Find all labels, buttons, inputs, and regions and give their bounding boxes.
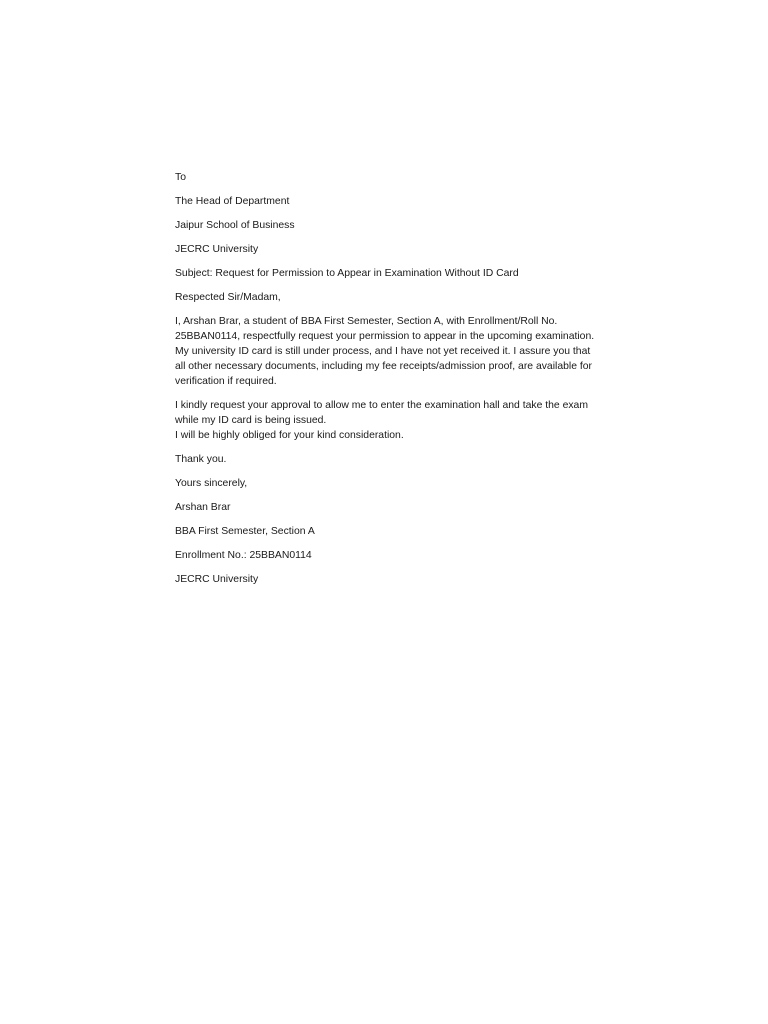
sender-university: JECRC University	[175, 574, 259, 585]
letter-salutation: Respected Sir/Madam,	[175, 292, 281, 303]
sender-program: BBA First Semester, Section A	[175, 526, 315, 537]
body-line: verification if required.	[175, 376, 277, 387]
recipient-title: The Head of Department	[175, 196, 290, 207]
sender-name: Arshan Brar	[175, 502, 231, 513]
sender-enrollment: Enrollment No.: 25BBAN0114	[175, 550, 312, 561]
body-line: all other necessary documents, including my fee receipts/admission proof, are available for	[175, 361, 592, 372]
body-line: 25BBAN0114, respectfully request your permission to appear in the upcoming examination.	[175, 331, 595, 342]
body-line: I, Arshan Brar, a student of BBA First Semester, Section A, with Enrollment/Roll No.	[175, 316, 558, 327]
letter-document	[175, 170, 615, 596]
recipient-school: Jaipur School of Business	[175, 220, 295, 231]
body-line: while my ID card is being issued.	[175, 415, 327, 426]
body-paragraph-1	[175, 314, 615, 389]
letter-closing: Yours sincerely,	[175, 478, 248, 489]
body-line: My university ID card is still under process, and I have not yet received it. I assure you that	[175, 346, 591, 357]
letter-thanks: Thank you.	[175, 454, 227, 465]
recipient-to: To	[175, 172, 186, 183]
body-line: I will be highly obliged for your kind consideration.	[175, 430, 404, 441]
recipient-university: JECRC University	[175, 244, 259, 255]
body-paragraph-2	[175, 398, 615, 443]
body-line: I kindly request your approval to allow me to enter the examination hall and take the exam	[175, 400, 588, 411]
letter-subject: Subject: Request for Permission to Appear in Examination Without ID Card	[175, 268, 519, 279]
